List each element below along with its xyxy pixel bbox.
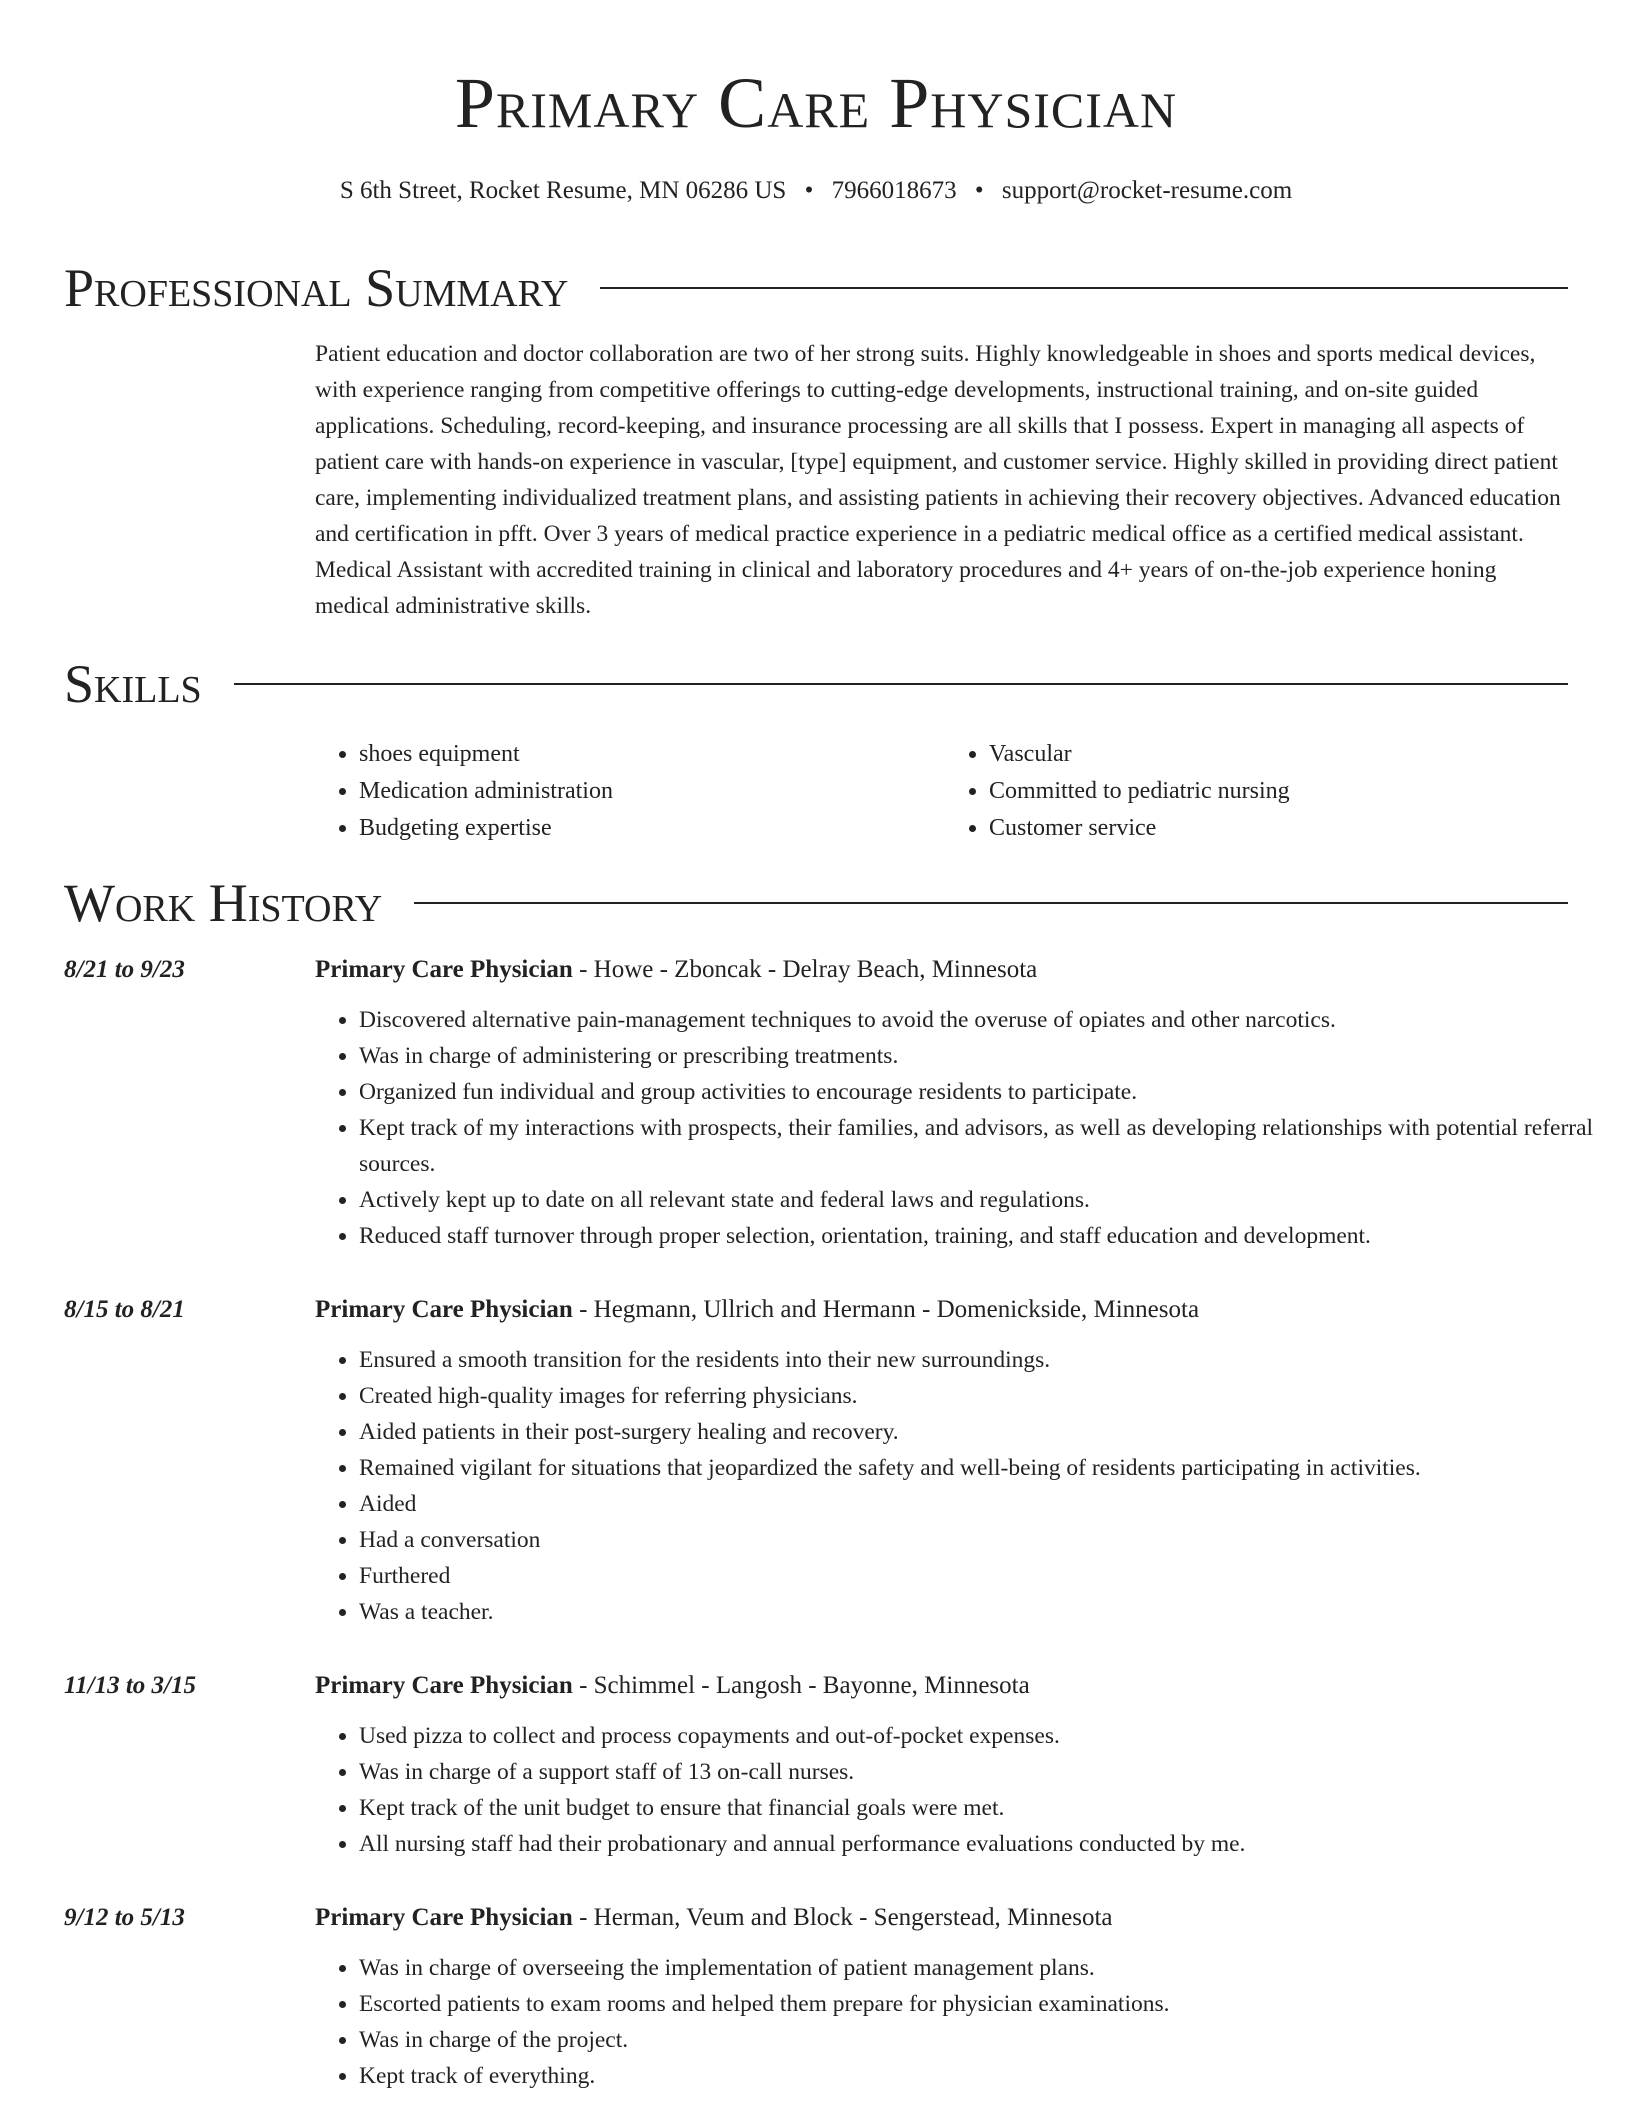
- job-role: Primary Care Physician: [315, 1904, 573, 1931]
- section-divider: [234, 683, 1568, 685]
- job-bullet: • Was in charge of administering or prescribing treatments.: [359, 1038, 1619, 1074]
- job-bullet: • Remained vigilant for situations that jeopardized the safety and well-being of residents participating in activities.: [359, 1450, 1619, 1486]
- skills-section-header: [64, 652, 1568, 716]
- job-bullet: • Created high-quality images for referring physicians.: [359, 1378, 1619, 1414]
- skill-item: • Budgeting expertise: [359, 810, 945, 847]
- separator: •: [974, 177, 984, 204]
- skills-column-right: [945, 736, 1575, 847]
- job-role: Primary Care Physician: [315, 1296, 573, 1323]
- skills-list: [315, 736, 1575, 847]
- job-bullet: • Was a teacher.: [359, 1594, 1619, 1630]
- section-divider: [600, 287, 1568, 289]
- work-heading: Work History: [64, 873, 383, 933]
- job-role: Primary Care Physician: [315, 1672, 573, 1699]
- job-bullet: • Escorted patients to exam rooms and helped them prepare for physician examinations.: [359, 1986, 1619, 2022]
- skills-column-left: [315, 736, 945, 847]
- job-dates: 9/12 to 5/13: [64, 1904, 185, 1931]
- job-dates: 11/13 to 3/15: [64, 1672, 196, 1699]
- job-bullets: [315, 1002, 1619, 1254]
- job-bullet: • Aided patients in their post-surgery healing and recovery.: [359, 1414, 1619, 1450]
- job-bullet: • Furthered: [359, 1558, 1619, 1594]
- job-bullet: • Used pizza to collect and process copayments and out-of-pocket expenses.: [359, 1718, 1619, 1754]
- job-bullet: • Organized fun individual and group activities to encourage residents to participate.: [359, 1074, 1619, 1110]
- address: S 6th Street, Rocket Resume, MN 06286 US: [339, 177, 787, 204]
- job-bullet: • Aided: [359, 1486, 1619, 1522]
- skill-item: • shoes equipment: [359, 736, 945, 773]
- job-bullet: • Had a conversation: [359, 1522, 1619, 1558]
- job-title-line: [315, 1900, 1113, 1936]
- job-bullet: • Was in charge of the project.: [359, 2022, 1619, 2058]
- job-employer: - Schimmel - Langosh - Bayonne, Minnesota: [572, 1672, 1030, 1699]
- contact-line: [0, 174, 1632, 208]
- summary-text: Patient education and doctor collaboration are two of her strong suits. Highly knowledgeable in shoes and sports medical devices, with experience ranging from competitive offerings to cutting-edge developments, instructional training, and on-site guided applications. Scheduling, record-keeping, and insurance processing are all skills that I possess. Expert in managing all aspects of patient care with hands-on experience in vascular, [type] equipment, and customer service. Highly skilled in providing direct patient care, implementing individualized treatment plans, and assisting patients in achieving their recovery objectives. Advanced education and certification in pfft. Over 3 years of medical practice experience in a pediatric medical office as a certified medical assistant. Medical Assistant with accredited training in clinical and laboratory procedures and 4+ years of on-the-job experience honing medical administrative skills.: [315, 341, 1561, 619]
- skill-item: • Customer service: [989, 810, 1575, 847]
- job-bullet: • All nursing staff had their probationary and annual performance evaluations conducted by me.: [359, 1826, 1619, 1862]
- job-title-line: [315, 1668, 1030, 1704]
- summary-section-header: [64, 256, 1568, 320]
- job-dates: 8/21 to 9/23: [64, 956, 185, 983]
- email: support@rocket-resume.com: [1001, 177, 1293, 204]
- job-role: Primary Care Physician: [315, 956, 573, 983]
- section-divider: [414, 902, 1568, 904]
- job-bullet: • Discovered alternative pain-management techniques to avoid the overuse of opiates and other narcotics.: [359, 1002, 1619, 1038]
- job-bullet: • Was in charge of overseeing the implementation of patient management plans.: [359, 1950, 1619, 1986]
- work-section-header: [64, 871, 1568, 935]
- job-bullet: • Ensured a smooth transition for the residents into their new surroundings.: [359, 1342, 1619, 1378]
- job-title-line: [315, 952, 1037, 988]
- separator: •: [804, 177, 814, 204]
- job-bullet: • Reduced staff turnover through proper selection, orientation, training, and staff education and development.: [359, 1218, 1619, 1254]
- phone: 7966018673: [831, 177, 957, 204]
- skill-item: • Committed to pediatric nursing: [989, 773, 1575, 810]
- job-employer: - Hegmann, Ullrich and Hermann - Domenickside, Minnesota: [572, 1296, 1200, 1323]
- job-dates: 8/15 to 8/21: [64, 1296, 185, 1323]
- summary-heading: Professional Summary: [64, 258, 569, 318]
- job-bullet: • Was in charge of a support staff of 13 on-call nurses.: [359, 1754, 1619, 1790]
- job-employer: - Herman, Veum and Block - Sengerstead, Minnesota: [572, 1904, 1113, 1931]
- job-bullet: • Kept track of the unit budget to ensure that financial goals were met.: [359, 1790, 1619, 1826]
- skill-item: • Vascular: [989, 736, 1575, 773]
- job-bullets: [315, 1718, 1619, 1862]
- job-bullet: • Actively kept up to date on all relevant state and federal laws and regulations.: [359, 1182, 1619, 1218]
- job-bullet: • Kept track of my interactions with prospects, their families, and advisors, as well as developing relationships with potential referral sources.: [359, 1110, 1619, 1182]
- job-title-line: [315, 1292, 1199, 1328]
- skills-heading: Skills: [64, 654, 202, 714]
- job-bullets: [315, 1342, 1619, 1630]
- skill-item: • Medication administration: [359, 773, 945, 810]
- job-employer: - Howe - Zboncak - Delray Beach, Minnesota: [572, 956, 1038, 983]
- page-title: Primary Care Physician: [454, 63, 1178, 143]
- job-bullet: • Kept track of everything.: [359, 2058, 1619, 2094]
- job-bullets: [315, 1950, 1619, 2094]
